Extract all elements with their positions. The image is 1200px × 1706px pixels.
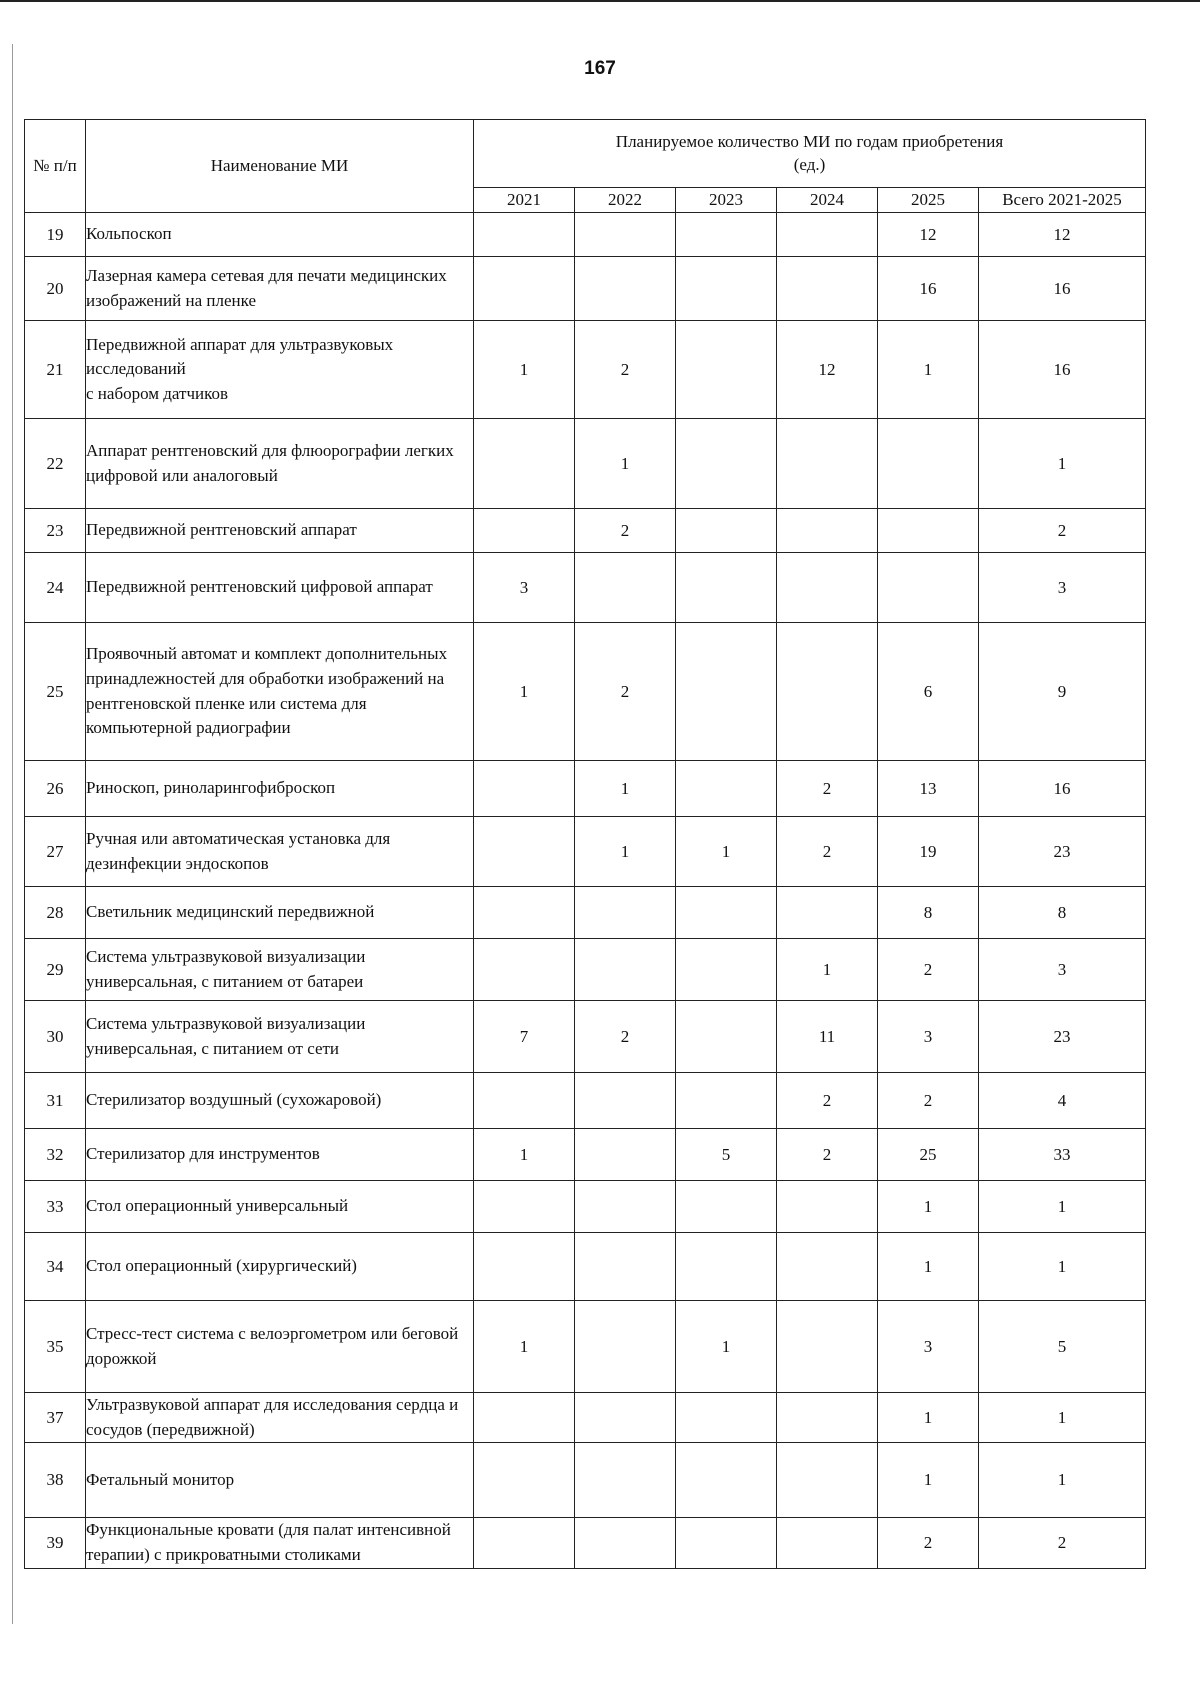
table-row <box>25 321 1146 419</box>
cell-2022 <box>575 213 676 257</box>
row-number: 33 <box>25 1181 86 1233</box>
cell-2024 <box>777 1393 878 1443</box>
cell-total: 8 <box>979 887 1146 939</box>
header-group-unit: (ед.) <box>793 154 826 174</box>
cell-2022 <box>575 257 676 321</box>
page-number: 167 <box>584 58 616 79</box>
cell-total: 1 <box>979 1233 1146 1301</box>
cell-2024 <box>777 509 878 553</box>
cell-2023 <box>676 1073 777 1129</box>
cell-2023 <box>676 1518 777 1568</box>
cell-2025 <box>878 419 979 509</box>
cell-total: 2 <box>979 1518 1146 1568</box>
row-number: 19 <box>25 213 86 257</box>
row-number: 29 <box>25 939 86 1001</box>
cell-2021 <box>474 257 575 321</box>
cell-2021: 3 <box>474 553 575 623</box>
cell-2022 <box>575 1129 676 1181</box>
cell-2023 <box>676 939 777 1001</box>
cell-2021 <box>474 1181 575 1233</box>
cell-2021 <box>474 1518 575 1568</box>
cell-2025: 1 <box>878 1233 979 1301</box>
cell-2024 <box>777 1301 878 1393</box>
cell-2022 <box>575 1301 676 1393</box>
cell-2025: 16 <box>878 257 979 321</box>
cell-2024 <box>777 1181 878 1233</box>
row-number: 39 <box>25 1518 86 1568</box>
cell-2024 <box>777 1518 878 1568</box>
cell-2023 <box>676 553 777 623</box>
header-group-title: Планируемое количество МИ по годам приобретения <box>615 131 1004 151</box>
cell-total: 12 <box>979 213 1146 257</box>
cell-2024 <box>777 213 878 257</box>
cell-2021 <box>474 509 575 553</box>
header-number: № п/п <box>25 120 86 213</box>
cell-2021 <box>474 419 575 509</box>
cell-total: 3 <box>979 553 1146 623</box>
cell-2022: 2 <box>575 321 676 419</box>
cell-total: 1 <box>979 1181 1146 1233</box>
table-row <box>25 1181 1146 1233</box>
cell-2022: 2 <box>575 1001 676 1073</box>
cell-2022 <box>575 1073 676 1129</box>
cell-2025: 3 <box>878 1301 979 1393</box>
cell-2025: 19 <box>878 817 979 887</box>
cell-2022 <box>575 1443 676 1518</box>
cell-2023 <box>676 761 777 817</box>
table-row <box>25 1443 1146 1518</box>
cell-2023 <box>676 213 777 257</box>
cell-2022: 1 <box>575 761 676 817</box>
cell-2021 <box>474 1073 575 1129</box>
item-name: Аппарат рентгеновский для флюорографии легких цифровой или аналоговый <box>86 419 474 509</box>
table-row <box>25 509 1146 553</box>
cell-2021: 1 <box>474 623 575 761</box>
table-row <box>25 1518 1146 1568</box>
header-year-2022: 2022 <box>575 188 676 213</box>
table-row <box>25 887 1146 939</box>
cell-2022: 1 <box>575 817 676 887</box>
table-row <box>25 257 1146 321</box>
item-name: Функциональные кровати (для палат интенсивной терапии) с прикроватными столиками <box>86 1518 474 1568</box>
cell-2024: 2 <box>777 1073 878 1129</box>
cell-2024 <box>777 887 878 939</box>
cell-total: 23 <box>979 1001 1146 1073</box>
item-name: Лазерная камера сетевая для печати медицинских изображений на пленке <box>86 257 474 321</box>
cell-2021 <box>474 1393 575 1443</box>
cell-2021: 1 <box>474 1301 575 1393</box>
cell-2022: 2 <box>575 509 676 553</box>
cell-total: 1 <box>979 1393 1146 1443</box>
equipment-table <box>24 119 1146 1569</box>
item-name: Стол операционный (хирургический) <box>86 1233 474 1301</box>
table-row <box>25 553 1146 623</box>
item-name: Стерилизатор для инструментов <box>86 1129 474 1181</box>
cell-total: 4 <box>979 1073 1146 1129</box>
row-number: 38 <box>25 1443 86 1518</box>
row-number: 26 <box>25 761 86 817</box>
header-name: Наименование МИ <box>86 120 474 213</box>
row-number: 28 <box>25 887 86 939</box>
table-row <box>25 1233 1146 1301</box>
cell-2025: 13 <box>878 761 979 817</box>
row-number: 31 <box>25 1073 86 1129</box>
cell-2021 <box>474 761 575 817</box>
cell-2025: 1 <box>878 321 979 419</box>
cell-2022 <box>575 1393 676 1443</box>
table-row <box>25 817 1146 887</box>
scan-left-border <box>12 44 13 1624</box>
cell-2023 <box>676 1001 777 1073</box>
row-number: 21 <box>25 321 86 419</box>
cell-2024: 1 <box>777 939 878 1001</box>
cell-2025: 8 <box>878 887 979 939</box>
table-row <box>25 939 1146 1001</box>
row-number: 34 <box>25 1233 86 1301</box>
cell-2025: 1 <box>878 1181 979 1233</box>
item-name: Стерилизатор воздушный (сухожаровой) <box>86 1073 474 1129</box>
item-name: Передвижной рентгеновский цифровой аппарат <box>86 553 474 623</box>
cell-2022: 1 <box>575 419 676 509</box>
cell-2023 <box>676 419 777 509</box>
cell-total: 16 <box>979 321 1146 419</box>
item-name: Передвижной аппарат для ультразвуковых исследований с набором датчиков <box>86 321 474 419</box>
cell-total: 5 <box>979 1301 1146 1393</box>
item-name: Передвижной рентгеновский аппарат <box>86 509 474 553</box>
cell-2024: 2 <box>777 761 878 817</box>
cell-total: 2 <box>979 509 1146 553</box>
cell-total: 3 <box>979 939 1146 1001</box>
cell-total: 16 <box>979 761 1146 817</box>
cell-total: 1 <box>979 419 1146 509</box>
cell-total: 1 <box>979 1443 1146 1518</box>
cell-2021 <box>474 1443 575 1518</box>
item-name: Ручная или автоматическая установка для дезинфекции эндоскопов <box>86 817 474 887</box>
row-number: 30 <box>25 1001 86 1073</box>
table-row <box>25 623 1146 761</box>
row-number: 24 <box>25 553 86 623</box>
row-number: 32 <box>25 1129 86 1181</box>
row-number: 22 <box>25 419 86 509</box>
item-name: Фетальный монитор <box>86 1443 474 1518</box>
cell-2022 <box>575 553 676 623</box>
cell-2024: 12 <box>777 321 878 419</box>
header-year-2024: 2024 <box>777 188 878 213</box>
item-name: Система ультразвуковой визуализации универсальная, с питанием от батареи <box>86 939 474 1001</box>
header-total: Всего 2021-2025 <box>979 188 1146 213</box>
cell-2023: 1 <box>676 1301 777 1393</box>
item-name: Риноскоп, риноларингофиброскоп <box>86 761 474 817</box>
cell-2021 <box>474 213 575 257</box>
table-row <box>25 1129 1146 1181</box>
cell-2024 <box>777 257 878 321</box>
cell-2023 <box>676 321 777 419</box>
cell-2021: 7 <box>474 1001 575 1073</box>
header-year-2021: 2021 <box>474 188 575 213</box>
row-number: 20 <box>25 257 86 321</box>
cell-2023 <box>676 257 777 321</box>
cell-2025 <box>878 509 979 553</box>
table-row <box>25 1393 1146 1443</box>
cell-2023 <box>676 1443 777 1518</box>
cell-2024 <box>777 623 878 761</box>
cell-2024 <box>777 419 878 509</box>
cell-2023 <box>676 887 777 939</box>
scan-top-border <box>0 0 1200 2</box>
header-group <box>474 120 1146 188</box>
header-year-2023: 2023 <box>676 188 777 213</box>
row-number: 37 <box>25 1393 86 1443</box>
cell-2025: 6 <box>878 623 979 761</box>
item-name: Проявочный автомат и комплект дополнительных принадлежностей для обработки изображений на рентгеновской пленке или система для компьютерной радиографии <box>86 623 474 761</box>
table-row <box>25 213 1146 257</box>
cell-2025: 1 <box>878 1443 979 1518</box>
cell-2025: 12 <box>878 213 979 257</box>
cell-2023: 5 <box>676 1129 777 1181</box>
cell-2022 <box>575 1518 676 1568</box>
item-name: Стресс-тест система с велоэргометром или беговой дорожкой <box>86 1301 474 1393</box>
cell-2023 <box>676 623 777 761</box>
item-name: Ультразвуковой аппарат для исследования сердца и сосудов (передвижной) <box>86 1393 474 1443</box>
cell-2024: 11 <box>777 1001 878 1073</box>
cell-total: 33 <box>979 1129 1146 1181</box>
cell-2025: 2 <box>878 939 979 1001</box>
cell-2021 <box>474 887 575 939</box>
cell-2025: 2 <box>878 1073 979 1129</box>
cell-2023 <box>676 1393 777 1443</box>
item-name: Кольпоскоп <box>86 213 474 257</box>
cell-2024 <box>777 553 878 623</box>
item-name: Светильник медицинский передвижной <box>86 887 474 939</box>
cell-2024: 2 <box>777 1129 878 1181</box>
table-row <box>25 419 1146 509</box>
cell-2025: 2 <box>878 1518 979 1568</box>
cell-2025: 1 <box>878 1393 979 1443</box>
cell-2024: 2 <box>777 817 878 887</box>
table-row <box>25 761 1146 817</box>
cell-2023 <box>676 1181 777 1233</box>
cell-2024 <box>777 1443 878 1518</box>
cell-2021: 1 <box>474 1129 575 1181</box>
table-row <box>25 1301 1146 1393</box>
cell-2025: 3 <box>878 1001 979 1073</box>
row-number: 27 <box>25 817 86 887</box>
cell-2022 <box>575 1233 676 1301</box>
cell-2021 <box>474 817 575 887</box>
cell-2023 <box>676 1233 777 1301</box>
cell-2024 <box>777 1233 878 1301</box>
cell-2022 <box>575 887 676 939</box>
cell-2021 <box>474 939 575 1001</box>
cell-2022: 2 <box>575 623 676 761</box>
cell-2021: 1 <box>474 321 575 419</box>
cell-total: 16 <box>979 257 1146 321</box>
cell-total: 9 <box>979 623 1146 761</box>
row-number: 23 <box>25 509 86 553</box>
cell-2025: 25 <box>878 1129 979 1181</box>
cell-2022 <box>575 939 676 1001</box>
cell-2021 <box>474 1233 575 1301</box>
row-number: 25 <box>25 623 86 761</box>
header-year-2025: 2025 <box>878 188 979 213</box>
row-number: 35 <box>25 1301 86 1393</box>
cell-total: 23 <box>979 817 1146 887</box>
item-name: Стол операционный универсальный <box>86 1181 474 1233</box>
cell-2025 <box>878 553 979 623</box>
item-name: Система ультразвуковой визуализации универсальная, с питанием от сети <box>86 1001 474 1073</box>
cell-2022 <box>575 1181 676 1233</box>
cell-2023: 1 <box>676 817 777 887</box>
table-row <box>25 1001 1146 1073</box>
cell-2023 <box>676 509 777 553</box>
table-row <box>25 1073 1146 1129</box>
